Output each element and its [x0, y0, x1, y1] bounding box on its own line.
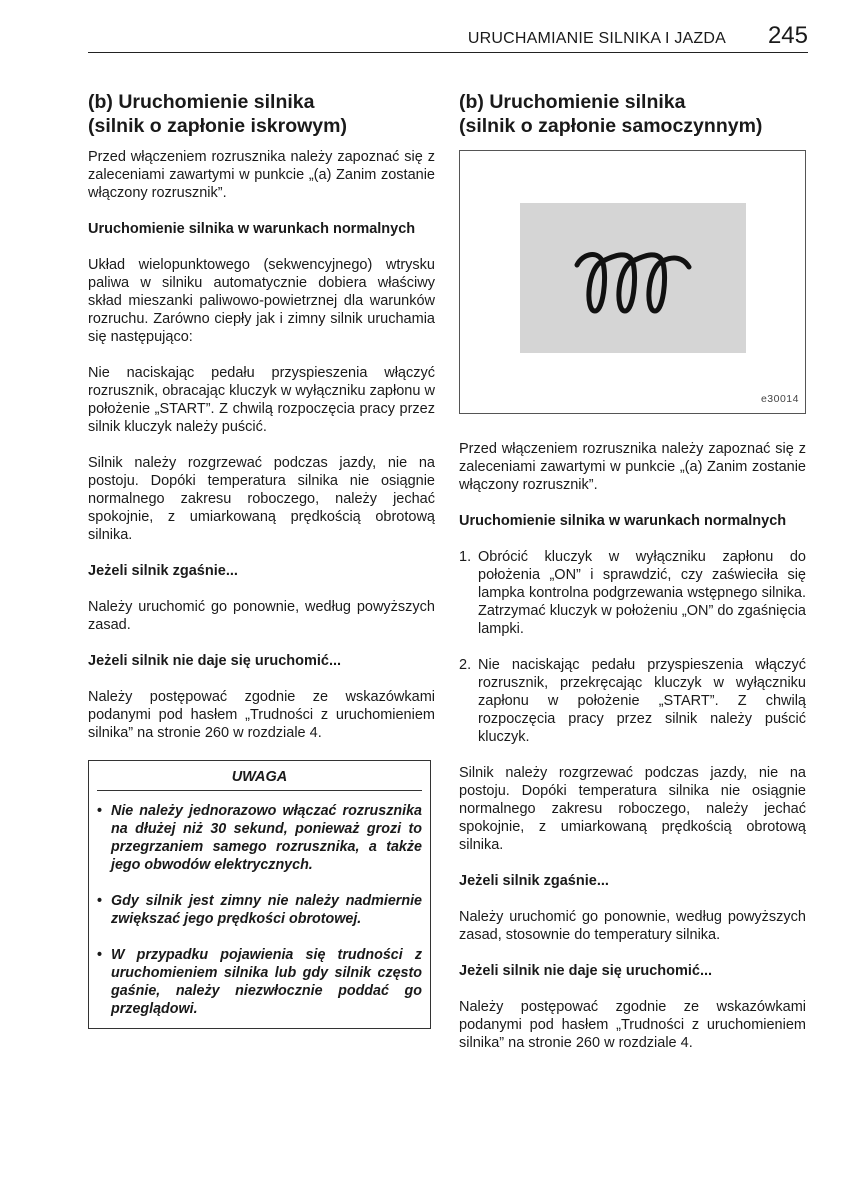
left-paragraph-3: Silnik należy rozgrzewać podczas jazdy, nie na postoju. Dopóki temperatura silnika nie osiągnie normalnego zakresu roboczego, należy jechać spokojnie, z umiarkowaną prędkością obrotową silnika. — [88, 455, 435, 543]
right-subheading-normal: Uruchomienie silnika w warunkach normalnych — [459, 513, 787, 529]
warning-item-text: Gdy silnik jest zimny nie należy nadmiernie zwiększać jego prędkości obrotowej. — [111, 893, 422, 927]
figure-code: e30014 — [760, 393, 799, 405]
step-text: Obrócić kluczyk w wyłączniku zapłonu do położenia „ON” i sprawdzić, czy zaświeciła się lampka kontrolna podgrzewania wstępnego silnika. Zatrzymać kluczyk w położeniu „ON” do zgaśnięcia lampki. — [478, 549, 806, 637]
bullet-icon: • — [97, 893, 103, 909]
left-column — [88, 90, 435, 1029]
step-number: 2. — [459, 657, 472, 673]
steps-list — [459, 548, 806, 746]
warning-item-text: W przypadku pojawienia się trudności z uruchomieniem silnika lub gdy silnik często gaśnie, należy niezwłocznie poddać go przeglądowi. — [111, 947, 422, 1017]
warning-title: UWAGA — [97, 769, 422, 791]
bullet-icon: • — [97, 947, 103, 963]
warning-item-text: Nie należy jednorazowo włączać rozrusznika na dłużej niż 30 sekund, ponieważ grozi to przegrzaniem samego rozrusznika, a także jego obwodów elektrycznych. — [111, 803, 422, 873]
left-heading-line2: (silnik o zapłonie iskrowym) — [88, 115, 347, 137]
left-paragraph-4: Należy uruchomić go ponownie, według powyższych zasad. — [88, 599, 435, 633]
warning-item — [97, 802, 422, 874]
left-intro: Przed włączeniem rozrusznika należy zapoznać się z zaleceniami zawartymi w punkcie „(a) Zanim zostanie włączony rozrusznik”. — [88, 149, 435, 201]
bullet-icon: • — [97, 803, 103, 819]
list-item — [459, 548, 806, 638]
right-heading-line2: (silnik o zapłonie samoczynnym) — [459, 115, 763, 137]
left-subheading-normal: Uruchomienie silnika w warunkach normalnych — [88, 221, 416, 237]
glow-plug-indicator-icon — [573, 243, 693, 317]
right-subheading-stall: Jeżeli silnik zgaśnie... — [459, 873, 609, 889]
warning-item — [97, 892, 422, 928]
list-item — [459, 656, 806, 746]
right-paragraph-2: Należy uruchomić go ponownie, według powyższych zasad, stosownie do temperatury silnika. — [459, 909, 806, 943]
step-number: 1. — [459, 549, 472, 565]
section-title: URUCHAMIANIE SILNIKA I JAZDA — [467, 30, 726, 47]
warning-item — [97, 946, 422, 1018]
left-paragraph-1: Układ wielopunktowego (sekwencyjnego) wtrysku paliwa w silniku automatycznie dobiera właściwy skład mieszanki paliwowo-powietrznej dla warunków rozruchu. Zarówno ciepły jak i zimny silnik uruchamia się następująco: — [88, 257, 435, 345]
right-heading — [459, 90, 806, 138]
left-paragraph-5: Należy postępować zgodnie ze wskazówkami podanymi pod hasłem „Trudności z uruchomieniem silnika” na stronie 260 w rozdziale 4. — [88, 689, 435, 741]
page-number: 245 — [767, 22, 808, 49]
right-intro: Przed włączeniem rozrusznika należy zapoznać się z zaleceniami zawartymi w punkcie „(a) Zanim zostanie włączony rozrusznik”. — [459, 441, 806, 493]
right-paragraph-3: Należy postępować zgodnie ze wskazówkami podanymi pod hasłem „Trudności z uruchomieniem silnika” na stronie 260 w rozdziale 4. — [459, 999, 806, 1051]
step-text: Nie naciskając pedału przyspieszenia włączyć rozrusznik, przekręcając kluczyk w wyłączniku zapłonu w położenie „START”. Z chwilą rozpoczęcia pracy przez silnik należy puścić kluczyk. — [478, 657, 806, 745]
right-paragraph-1: Silnik należy rozgrzewać podczas jazdy, nie na postoju. Dopóki temperatura silnika nie osiągnie normalnego zakresu roboczego, należy jechać spokojnie, z umiarkowaną prędkością obrotową silnika. — [459, 765, 806, 853]
right-subheading-nostart: Jeżeli silnik nie daje się uruchomić... — [459, 963, 713, 979]
left-subheading-nostart: Jeżeli silnik nie daje się uruchomić... — [88, 653, 342, 669]
left-paragraph-2: Nie naciskając pedału przyspieszenia włączyć rozrusznik, obracając kluczyk w wyłączniku zapłonu w położenie „START”. Z chwilą rozpoczęcia pracy przez silnik kluczyk należy puścić. — [88, 365, 435, 435]
right-column — [459, 90, 806, 1070]
warning-box — [88, 760, 431, 1029]
left-heading — [88, 90, 435, 138]
figure-glow-plug-indicator — [459, 150, 806, 414]
page-header — [88, 24, 808, 53]
right-heading-line1: (b) Uruchomienie silnika — [459, 91, 686, 113]
left-subheading-stall: Jeżeli silnik zgaśnie... — [88, 563, 238, 579]
figure-panel — [520, 203, 746, 353]
left-heading-line1: (b) Uruchomienie silnika — [88, 91, 315, 113]
